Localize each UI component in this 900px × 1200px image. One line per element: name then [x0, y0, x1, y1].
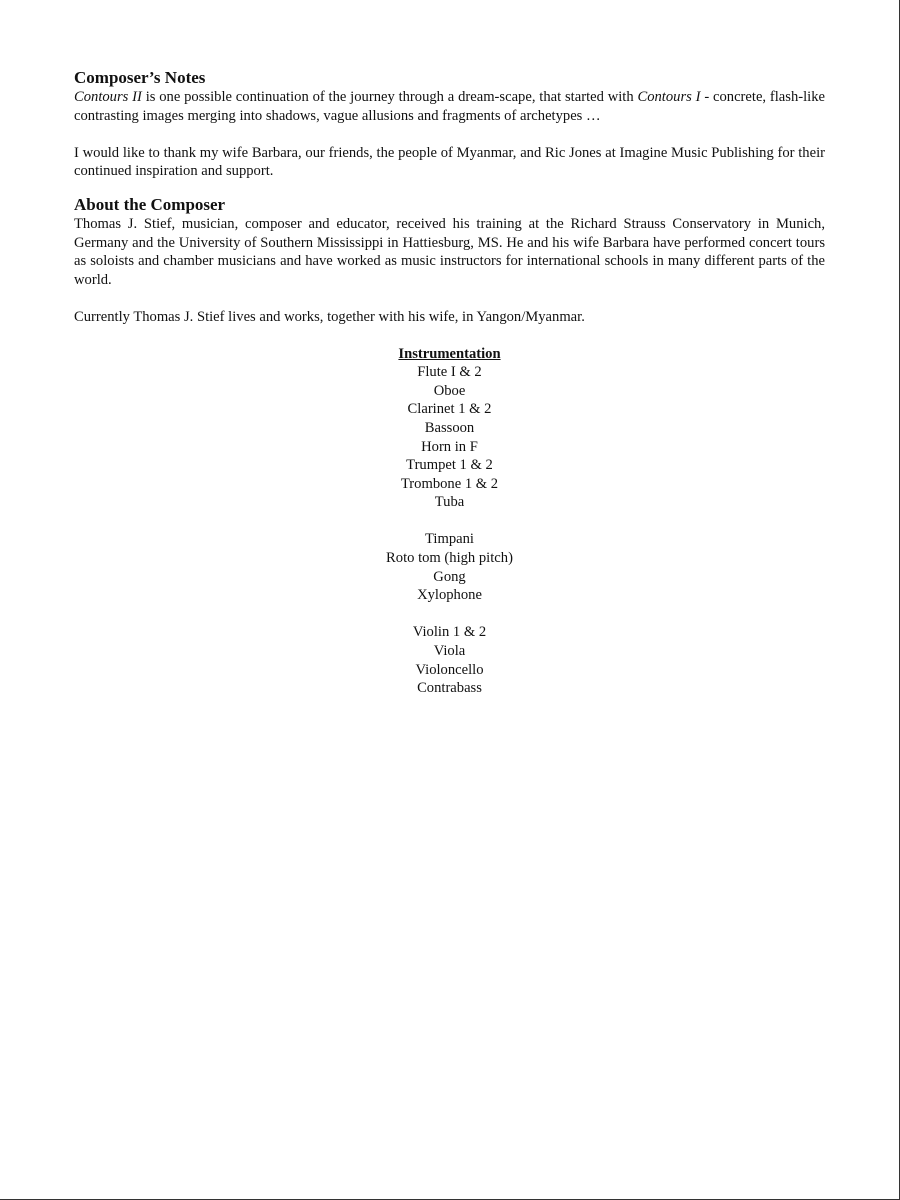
instrument-item: Xylophone — [417, 587, 482, 604]
instrument-item: Tuba — [434, 494, 465, 511]
composers-notes-heading: Composer’s Notes — [74, 68, 206, 87]
instrument-item: Contrabass — [417, 680, 482, 697]
instrument-item: Violin 1 & 2 — [412, 624, 487, 641]
instrument-item: Trombone 1 & 2 — [400, 475, 499, 492]
composers-notes-paragraph-1 — [74, 88, 825, 125]
instrumentation-list — [74, 345, 825, 698]
notes-text-b: - concrete, flash-like contrasting images merging into shadows, vague allusions and fragments of archetypes … — [74, 89, 825, 124]
instrument-item: Flute I & 2 — [417, 364, 482, 381]
instrument-item: Roto tom (high pitch) — [386, 550, 513, 567]
percussion-group — [74, 530, 825, 604]
work-reference: Contours I — [637, 89, 701, 105]
winds-group — [74, 363, 825, 512]
instrument-item: Violoncello — [415, 661, 484, 678]
instrument-item: Timpani — [425, 531, 474, 548]
composers-notes-paragraph-2: I would like to thank my wife Barbara, our friends, the people of Myanmar, and Ric Jones at Imagine Music Publishing for their continued inspiration and support. — [74, 144, 825, 180]
instrument-item: Clarinet 1 & 2 — [407, 401, 492, 418]
about-paragraph-1: Thomas J. Stief, musician, composer and educator, received his training at the Richard Strauss Conservatory in Munich, Germany and the University of Southern Mississippi in Hattiesburg, MS. He and his wife Barbara have performed concert tours as soloists and chamber musicians and have worked as music instructors for international schools in many different parts of the world. — [74, 215, 825, 288]
instrument-item: Trumpet 1 & 2 — [406, 457, 493, 474]
instrument-item: Oboe — [433, 382, 466, 399]
instrument-item: Horn in F — [421, 438, 478, 455]
document-page — [74, 68, 825, 698]
notes-text-a: is one possible continuation of the journey through a dream-scape, that started with — [141, 89, 638, 105]
about-composer-heading: About the Composer — [74, 194, 226, 214]
strings-group — [74, 623, 825, 697]
instrument-item: Gong — [433, 568, 466, 585]
about-paragraph-2: Currently Thomas J. Stief lives and works, together with his wife, in Yangon/Myanmar. — [74, 308, 585, 325]
instrumentation-heading: Instrumentation — [398, 345, 501, 362]
work-title: Contours II — [74, 89, 142, 105]
instrument-item: Viola — [433, 643, 466, 660]
instrument-item: Bassoon — [424, 419, 475, 436]
